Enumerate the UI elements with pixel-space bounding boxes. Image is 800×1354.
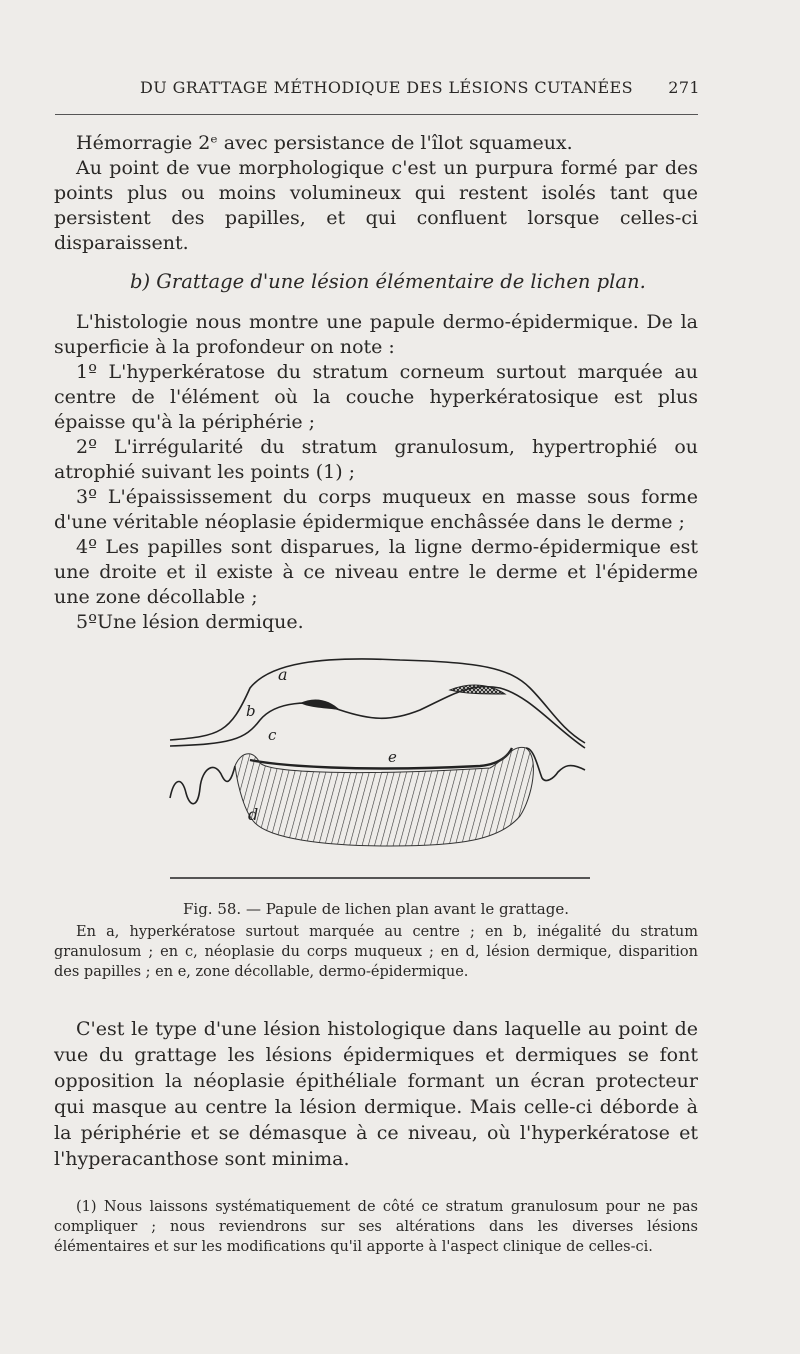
paragraph-histology: L'histologie nous montre une papule dermo-épidermique. De la superficie à la profondeur on note : [54, 311, 698, 358]
label-e: e [388, 748, 397, 766]
lichen-papule-figure [160, 648, 600, 888]
figure-caption-title: Fig. 58. — Papule de lichen plan avant le grattage. [182, 900, 569, 918]
page-number: 271 [668, 78, 700, 97]
list-item-2: 2º L'irrégularité du stratum granulosum, hypertrophié ou atrophié suivant les points (1) ; [54, 436, 698, 483]
figure-caption-text: En a, hyperkératose surtout marquée au centre ; en b, inégalité du stratum granulosum ; en c, néoplasie du corps muqueux ; en d, lésion dermique, disparition des papilles ; en e, zone décollable, dermo-épidermique. [54, 924, 698, 980]
section-subheading: b) Grattage d'une lésion élémentaire de lichen plan. [130, 270, 646, 293]
outer-stratum-line [170, 659, 585, 743]
list-item-4: 4º Les papilles sont disparues, la ligne dermo-épidermique est une droite et il existe à ce niveau entre le derme et l'épiderme une zone décollable ; [54, 536, 698, 608]
list-item-3: 3º L'épaississement du corps muqueux en masse sous forme d'une véritable néoplasie épidermique enchâssée dans le derme ; [54, 486, 698, 533]
paragraph-conclusion: C'est le type d'une lésion histologique dans laquelle au point de vue du grattage les lésions épidermiques et dermiques se font opposition la néoplasie épithéliale formant un écran protecteur qui masque au centre la lésion dermique. Mais celle-ci déborde à la périphérie et se démasque à ce niveau, où l'hyperkératose et l'hyperacanthose sont minima. [54, 1018, 698, 1170]
list-item-5: 5ºUne lésion dermique. [76, 611, 304, 633]
inner-stratum-line [170, 687, 585, 748]
running-header [140, 78, 700, 97]
left-papillae [170, 766, 235, 804]
label-a: a [278, 665, 288, 684]
label-b: b [246, 702, 256, 720]
footnote: (1) Nous laissons systématiquement de côté ce stratum granulosum pour ne pas compliquer ; nous reviendrons sur ses altérations dans les diverses lésions élémentaires et sur les modifications qu'il apporte à l'aspect clinique de celles-ci. [54, 1199, 698, 1255]
header-rule [55, 114, 698, 115]
paragraph-hemorragie: Hémorragie 2ᵉ avec persistance de l'îlot squameux. [76, 132, 573, 154]
dermo-epidermal-line [250, 748, 512, 768]
running-title: DU GRATTAGE MÉTHODIQUE DES LÉSIONS CUTANÉES [140, 78, 633, 97]
label-c: c [268, 726, 277, 744]
right-papillae [526, 748, 585, 780]
paragraph-morphology: Au point de vue morphologique c'est un purpura formé par des points plus ou moins volumineux qui restent isolés tant que persistent des papilles, et qui confluent lorsque celles-ci disparaissent. [54, 157, 698, 254]
list-item-1: 1º L'hyperkératose du stratum corneum surtout marquée au centre de l'élément où la couche hyperkératosique est plus épaisse qu'à la périphérie ; [54, 361, 698, 433]
label-d: d [248, 805, 259, 824]
dermal-lesion [235, 747, 533, 846]
granulosum-patch-left [300, 699, 340, 710]
